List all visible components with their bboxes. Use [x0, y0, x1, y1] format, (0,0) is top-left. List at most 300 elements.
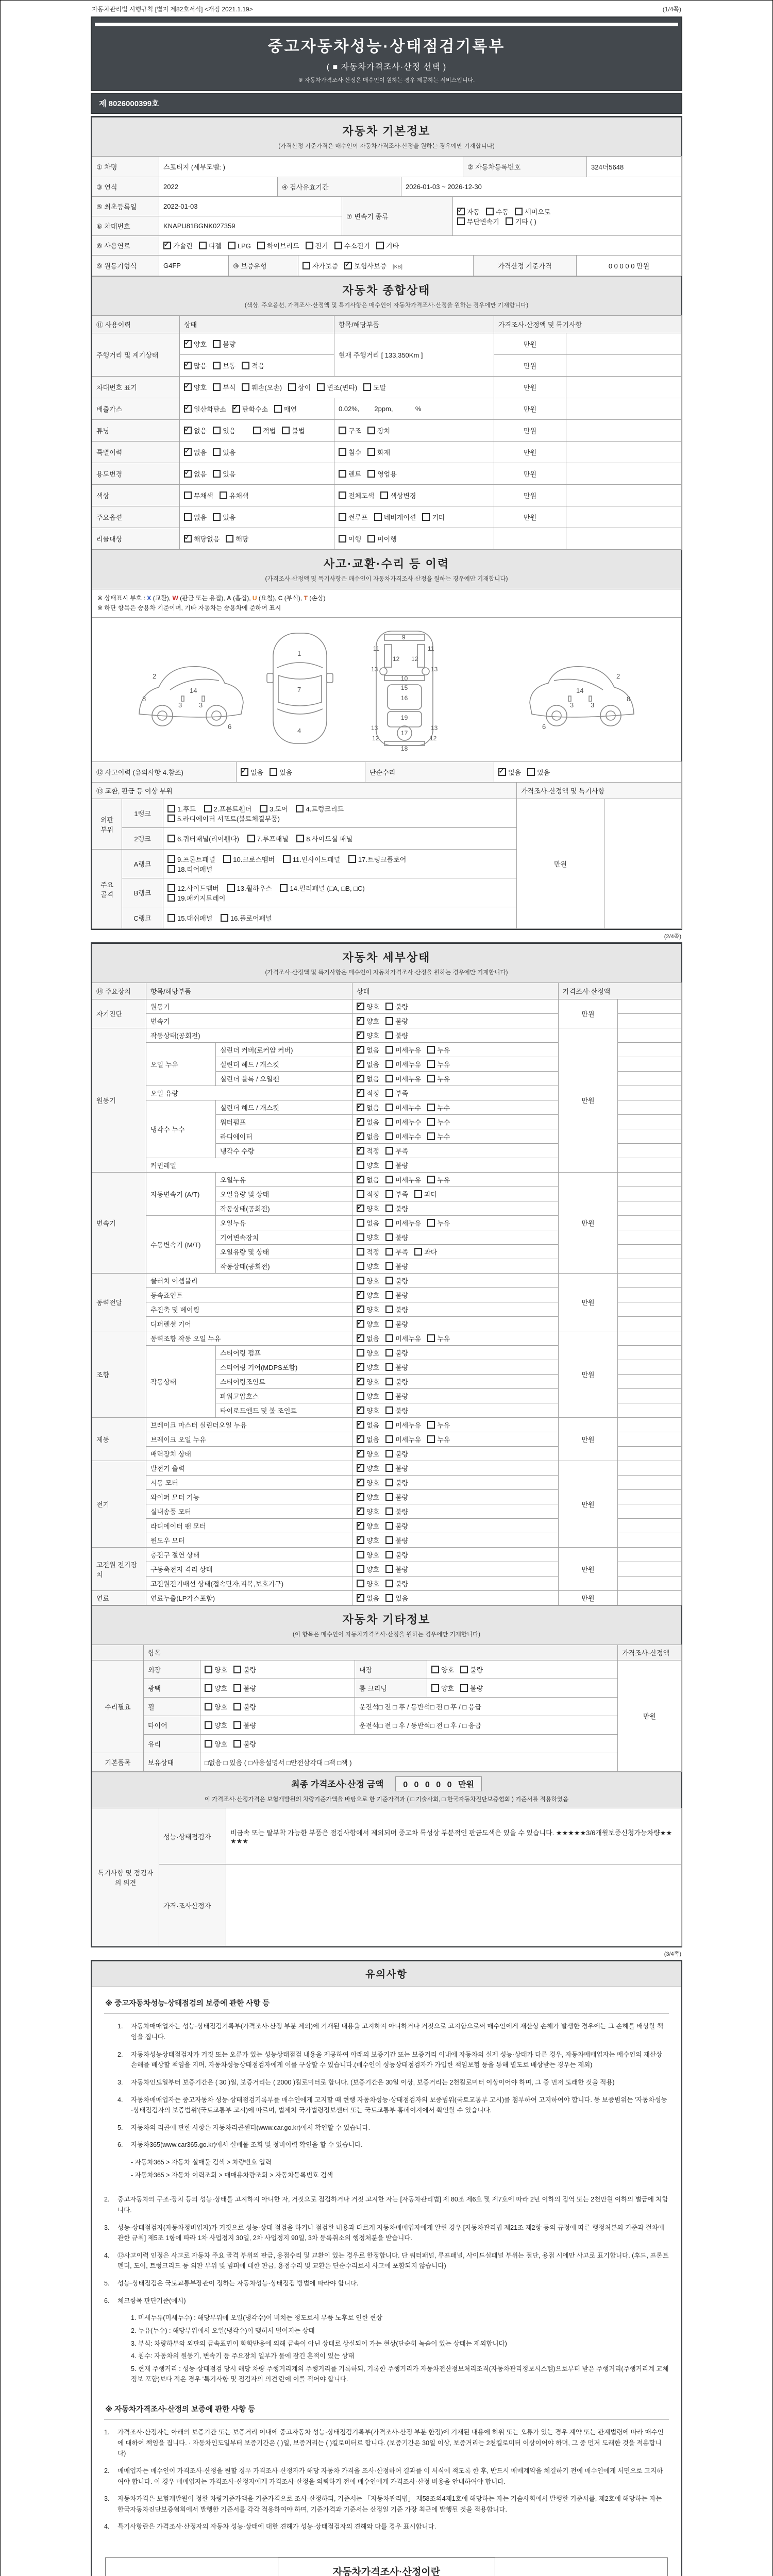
checkbox-option[interactable]: 변조(변타)	[317, 382, 357, 392]
unchecked-checkbox-icon	[374, 513, 382, 521]
checkbox-option[interactable]: 침수	[339, 447, 361, 457]
checkbox-option[interactable]: 적정	[357, 1189, 379, 1199]
history-row-label: 배출가스	[92, 398, 180, 420]
checkbox-option[interactable]: 불량	[385, 1564, 408, 1574]
inspection-value: 2026-01-03 ~ 2026-12-30	[401, 177, 682, 197]
checkbox-option[interactable]: 도말	[363, 382, 386, 392]
checkbox-option[interactable]: 과다	[414, 1189, 437, 1199]
etc-item-state	[200, 1735, 618, 1753]
checkbox-option[interactable]: 13.휠하우스	[227, 883, 272, 893]
checkbox-option[interactable]: 과다	[414, 1247, 437, 1257]
checkbox-option[interactable]: 있음	[270, 767, 292, 777]
svg-text:9: 9	[402, 634, 406, 641]
checkbox-option[interactable]: 불량	[233, 1683, 256, 1693]
checkbox-option[interactable]: 썬루프	[339, 512, 368, 522]
checkbox-option[interactable]: ✓ 없음	[357, 1117, 379, 1127]
checkbox-option[interactable]: 매연	[274, 404, 297, 414]
checkbox-option[interactable]: 누유	[427, 1420, 450, 1430]
checkbox-option[interactable]: 불량	[385, 1030, 408, 1040]
checked-checkbox-icon	[241, 768, 248, 776]
checkbox-option[interactable]: 불량	[385, 1492, 408, 1502]
unchecked-checkbox-icon	[306, 242, 313, 249]
state-options	[352, 1057, 559, 1072]
checkbox-option[interactable]: 17.트렁크플로어	[348, 854, 406, 864]
unchecked-checkbox-icon	[339, 427, 346, 434]
unchecked-checkbox-icon	[227, 884, 235, 892]
checked-checkbox-icon	[357, 1421, 364, 1429]
checkbox-option[interactable]: 불량	[385, 1550, 408, 1560]
state-options	[352, 1577, 559, 1591]
svg-text:12: 12	[430, 735, 437, 742]
unchecked-checkbox-icon	[334, 242, 342, 249]
sub-item-label: 실린더 커버(로커암 커버)	[216, 1043, 352, 1057]
checkbox-option[interactable]: ✓ 탄화수소	[232, 404, 268, 414]
checked-checkbox-icon	[357, 1594, 364, 1602]
checkbox-option[interactable]: ✓ 없음	[357, 1131, 379, 1141]
checkbox-option[interactable]: 불량	[385, 1204, 408, 1213]
checkbox-option[interactable]: 19.패키지트레이	[167, 893, 225, 903]
checkbox-option[interactable]: ✓ 양호	[357, 1377, 379, 1386]
remark-cell	[566, 420, 682, 442]
checkbox-option[interactable]: 불량	[233, 1720, 256, 1730]
opinion-table	[92, 1808, 682, 1946]
checkbox-option[interactable]: 구조	[339, 426, 361, 435]
checkbox-option[interactable]: 불량	[385, 1405, 408, 1415]
checkbox-option[interactable]: ✓ 없음	[241, 767, 263, 777]
checkbox-option[interactable]: 9.프론트패널	[167, 854, 215, 864]
unchecked-checkbox-icon	[357, 1248, 364, 1256]
checkbox-option[interactable]: 부족	[385, 1088, 408, 1098]
checkbox-option[interactable]: 누수	[427, 1131, 450, 1141]
checkbox-option[interactable]: 불량	[385, 1579, 408, 1588]
col-item: 항목/해당부품	[334, 316, 494, 333]
etc-item-state	[200, 1716, 355, 1735]
state-options	[352, 1173, 559, 1187]
checkbox-option[interactable]: 누유	[427, 1074, 450, 1083]
device-label: 변속기	[92, 1173, 146, 1274]
checkbox-option[interactable]: 미세누수	[385, 1117, 421, 1127]
checked-checkbox-icon	[232, 405, 240, 413]
checkbox-option[interactable]: 누유	[427, 1045, 450, 1055]
checkbox-option[interactable]: 미세누유	[385, 1175, 421, 1184]
final-price-label: 최종 가격조사·산정 금액	[291, 1780, 384, 1790]
history-row-label: 튜닝	[92, 420, 180, 442]
checkbox-option[interactable]: 불량	[385, 1362, 408, 1372]
sub-item-label: 실린더 헤드 / 개스킷	[216, 1057, 352, 1072]
remark-cell	[618, 1360, 682, 1375]
checkbox-option[interactable]: 7.루프패널	[247, 834, 289, 843]
checkbox-option[interactable]: ✓ 적정	[357, 1088, 379, 1098]
unchecked-checkbox-icon	[167, 894, 175, 902]
item-label: 원동기	[146, 999, 352, 1014]
checkbox-option[interactable]: 미세누유	[385, 1074, 421, 1083]
checkbox-option[interactable]: ✓ 일산화탄소	[184, 404, 226, 414]
unchecked-checkbox-icon	[385, 1031, 393, 1039]
checkbox-option[interactable]: 누유	[427, 1218, 450, 1228]
checkbox-option[interactable]: ✓ 없음	[357, 1045, 379, 1055]
etc-item-label: 외장	[144, 1660, 200, 1679]
state-options	[352, 1432, 559, 1447]
checkbox-option[interactable]: 18.리어패널	[167, 864, 212, 874]
checkbox-option[interactable]: 있음	[213, 469, 236, 479]
checkbox-option[interactable]: 4.트렁크리드	[296, 804, 344, 814]
row-state	[180, 377, 494, 398]
etc-item-state-b	[427, 1660, 618, 1679]
checkbox-option[interactable]: 미세누유	[385, 1218, 421, 1228]
checkbox-option[interactable]: 수소전기	[334, 241, 370, 250]
notice-section1-header: ※ 중고자동차성능·상태점검의 보증에 관한 사항 등	[104, 1992, 669, 2014]
checkbox-option[interactable]: 적법	[253, 426, 276, 435]
state-options	[352, 1548, 559, 1562]
checkbox-option[interactable]: 있음	[213, 447, 236, 457]
checkbox-option[interactable]: ✓ 양호	[357, 1002, 379, 1011]
unchecked-checkbox-icon	[363, 383, 371, 391]
unchecked-checkbox-icon	[385, 1291, 393, 1299]
checkbox-option[interactable]: 누유	[427, 1434, 450, 1444]
unchecked-checkbox-icon	[260, 805, 267, 812]
checkbox-option[interactable]: 전체도색	[339, 490, 374, 500]
checkbox-option[interactable]: 불량	[233, 1665, 256, 1674]
checkbox-option[interactable]: 불량	[385, 1506, 408, 1516]
notice-sub-item: - 자동차365 > 자동차 이력조회 > 매매용차량조회 > 자동차등록번호 검색	[131, 2171, 333, 2179]
checkbox-option[interactable]: 세미오토	[515, 207, 550, 216]
unchecked-checkbox-icon	[184, 513, 192, 521]
checkbox-option[interactable]: ✓ 없음	[357, 1074, 379, 1083]
remark-cell	[618, 1245, 682, 1259]
checkbox-option[interactable]: 11.인사이드패널	[283, 854, 340, 864]
remark-cell	[618, 1490, 682, 1504]
checkbox-option[interactable]: 미세누유	[385, 1420, 421, 1430]
checkbox-option[interactable]: 5.라디에이터 서포트(볼트체결부품)	[167, 814, 280, 823]
checkbox-option[interactable]: 무단변속기	[457, 216, 499, 226]
underbody-view	[371, 631, 438, 752]
checkbox-option[interactable]: 기타	[376, 241, 399, 250]
checkbox-option[interactable]: 불량	[213, 339, 236, 349]
checkbox-option[interactable]: ✓ 없음	[357, 1434, 379, 1444]
checkbox-option[interactable]: 불량	[385, 1391, 408, 1401]
price-cell: 만원	[494, 333, 566, 355]
checkbox-option[interactable]: 부족	[385, 1247, 408, 1257]
remark-cell	[618, 1043, 682, 1057]
checkbox-option[interactable]: 6.쿼터패널(리어휀다)	[167, 834, 239, 843]
checkbox-option[interactable]: ✓ 없음	[184, 426, 207, 435]
accident-history-state	[237, 762, 365, 783]
checkbox-option[interactable]: 16.플로어패널	[221, 913, 272, 923]
svg-text:19: 19	[401, 714, 408, 722]
checkbox-option[interactable]: 있음	[527, 767, 550, 777]
checkbox-option[interactable]: ✓ 없음	[357, 1059, 379, 1069]
unchecked-checkbox-icon	[357, 1161, 364, 1169]
state-options	[352, 1447, 559, 1461]
checkbox-option[interactable]: ✓ 없음	[357, 1420, 379, 1430]
checkbox-option[interactable]: 14.필러패널 (□A, □B, □C)	[280, 883, 364, 893]
state-options	[352, 1346, 559, 1360]
checkbox-option[interactable]: 보통	[213, 361, 236, 370]
vin-label: ⑥ 차대번호	[92, 216, 159, 236]
checkbox-option[interactable]: 색상변경	[380, 490, 416, 500]
device-label: 원동기	[92, 1028, 146, 1173]
unchecked-checkbox-icon	[385, 1392, 393, 1400]
checkbox-option[interactable]: ✓ 없음	[357, 1175, 379, 1184]
checkbox-option[interactable]: 네비게이션	[374, 512, 416, 522]
checkbox-option[interactable]: ✓ 양호	[357, 1492, 379, 1502]
checkbox-option[interactable]: 양호	[357, 1579, 379, 1588]
checkbox-option[interactable]: ✓ 양호	[357, 1478, 379, 1487]
checkbox-option[interactable]: ✓ 없음	[357, 1593, 379, 1603]
unchecked-checkbox-icon	[303, 262, 310, 269]
checkbox-option[interactable]: 양호	[357, 1348, 379, 1358]
state-options	[352, 1591, 559, 1605]
checkbox-option[interactable]: 불량	[385, 1304, 408, 1314]
checkbox-option[interactable]: 불량	[385, 1348, 408, 1358]
checkbox-option[interactable]: ✓ 양호	[357, 1463, 379, 1473]
checkbox-option[interactable]: 디젤	[199, 241, 222, 250]
checkbox-option[interactable]: 누유	[427, 1059, 450, 1069]
checkbox-option[interactable]: ✓ 양호	[357, 1016, 379, 1026]
checkbox-option[interactable]: 불량	[385, 1377, 408, 1386]
state-options	[352, 1100, 559, 1115]
checkbox-option[interactable]: 불량	[385, 1290, 408, 1300]
checkbox-option[interactable]: ✓ 양호	[357, 1521, 379, 1531]
item-group-label: 자동변속기 (A/T)	[146, 1173, 216, 1216]
checkbox-option[interactable]: 누수	[427, 1103, 450, 1112]
checkbox-option[interactable]: 8.사이드실 패널	[296, 834, 352, 843]
checkbox-option[interactable]: 2.프론트휀더	[204, 804, 252, 814]
checkbox-option[interactable]: ✓ 양호	[357, 1449, 379, 1459]
damage-code: A	[227, 595, 231, 602]
checkbox-option[interactable]: 양호	[205, 1665, 227, 1674]
checkbox-option[interactable]: 부식	[213, 382, 236, 392]
state-options	[352, 1490, 559, 1504]
checkbox-option[interactable]: 불량	[385, 1002, 408, 1011]
unchecked-checkbox-icon	[385, 1349, 393, 1357]
checkbox-option[interactable]: 양호	[431, 1665, 454, 1674]
checkbox-option[interactable]: 1.후드	[167, 804, 196, 814]
checkbox-option[interactable]: ✓ 양호	[357, 1362, 379, 1372]
checkbox-option[interactable]: ✓ 양호	[357, 1535, 379, 1545]
checkbox-option[interactable]: 15.대쉬패널	[167, 913, 212, 923]
checkbox-option[interactable]: 양호	[205, 1683, 227, 1693]
checkbox-option[interactable]: ✓ 양호	[357, 1405, 379, 1415]
checkbox-option[interactable]: 누유	[427, 1333, 450, 1343]
checkbox-option[interactable]: ✓ 없음	[498, 767, 521, 777]
price-cell: 만원	[559, 1548, 618, 1591]
unchecked-checkbox-icon	[367, 470, 375, 478]
unchecked-checkbox-icon	[385, 1306, 393, 1313]
checkbox-option[interactable]: ✓ 없음	[357, 1333, 379, 1343]
checkbox-option[interactable]: 양호	[357, 1232, 379, 1242]
unchecked-checkbox-icon	[357, 1392, 364, 1400]
checkbox-option[interactable]: 기타 ( )	[506, 216, 536, 226]
checkbox-option[interactable]: ✓양호	[184, 339, 207, 349]
checkbox-option[interactable]: 12.사이드멤버	[167, 883, 219, 893]
checkbox-option[interactable]: 미세누유	[385, 1045, 421, 1055]
checkbox-option[interactable]: ✓많음	[184, 361, 207, 370]
checkbox-option[interactable]: 미세누유	[385, 1333, 421, 1343]
checkbox-option[interactable]: 10.크로스멤버	[223, 854, 275, 864]
unchecked-checkbox-icon	[242, 362, 249, 369]
checkbox-option[interactable]: 양호	[357, 1160, 379, 1170]
remark-cell	[618, 1346, 682, 1360]
device-label: 연료	[92, 1591, 146, 1605]
checkbox-option[interactable]: 무채색	[184, 490, 213, 500]
item-label: 연료누출(LP가스포함)	[146, 1591, 352, 1605]
item-label: 작동상태(공회전)	[146, 1028, 352, 1043]
checkbox-option[interactable]: 양호	[205, 1720, 227, 1730]
checkbox-option[interactable]: 없음	[184, 512, 207, 522]
checkbox-option[interactable]: ✓ 적정	[357, 1146, 379, 1156]
price-cell: 만원	[618, 1660, 682, 1772]
checkbox-option[interactable]: 3.도어	[260, 804, 288, 814]
checkbox-option[interactable]: ✓ 없음	[184, 469, 207, 479]
checkbox-option[interactable]: 불량	[385, 1463, 408, 1473]
checkbox-option[interactable]: ✓ 없음	[184, 447, 207, 457]
unchecked-checkbox-icon	[385, 1493, 393, 1501]
checkbox-option[interactable]: 불량	[385, 1276, 408, 1285]
checkbox-option[interactable]: 수동	[486, 207, 509, 216]
checkbox-option[interactable]: 불량	[385, 1449, 408, 1459]
unchecked-checkbox-icon	[385, 1060, 393, 1068]
checkbox-option[interactable]: 불량	[385, 1535, 408, 1545]
svg-text:12: 12	[372, 735, 379, 742]
checkbox-option[interactable]: 미세누수	[385, 1131, 421, 1141]
history-row-label: 색상	[92, 485, 180, 506]
checkbox-option[interactable]: 적정	[357, 1247, 379, 1257]
checkbox-option[interactable]: 불량	[460, 1683, 483, 1693]
checkbox-option[interactable]: 미세누수	[385, 1103, 421, 1112]
unchecked-checkbox-icon	[385, 1551, 393, 1558]
checkbox-option[interactable]: 양호	[357, 1391, 379, 1401]
checkbox-option[interactable]: 있음	[213, 512, 236, 522]
item-label: 충전구 절연 상태	[146, 1548, 352, 1562]
checkbox-option[interactable]: 양호	[357, 1261, 379, 1271]
checkbox-option[interactable]: 불량	[385, 1478, 408, 1487]
checked-checkbox-icon	[357, 1017, 364, 1025]
checkbox-option[interactable]: 양호	[357, 1564, 379, 1574]
checkbox-option[interactable]: 영업용	[367, 469, 397, 479]
unchecked-checkbox-icon	[427, 1118, 435, 1126]
appraiser-opinion	[226, 1865, 682, 1946]
checkbox-option[interactable]: 기타	[422, 512, 445, 522]
vin-value: KNAPU81BGNK027359	[159, 216, 342, 236]
unchecked-checkbox-icon	[385, 1406, 393, 1414]
checkbox-option[interactable]: 불량	[385, 1232, 408, 1242]
checkbox-option[interactable]: ✓ 양호	[357, 1319, 379, 1329]
checkbox-option[interactable]: 불량	[233, 1739, 256, 1749]
checkbox-option[interactable]: 있음	[385, 1593, 408, 1603]
notice-sub-item: 3. 부식: 차량하부와 외판의 금속표면이 화학반응에 의해 금속이 아닌 상태로 상실되어 가는 현상(단순히 녹슬어 있는 상태는 제외합니다)	[131, 2340, 507, 2347]
base-price-value: 0 0 0 0 0 만원	[577, 256, 682, 276]
checked-checkbox-icon	[357, 1075, 364, 1082]
checkbox-option[interactable]: 불량	[233, 1702, 256, 1711]
checkbox-option[interactable]: 미세누유	[385, 1059, 421, 1069]
device-label: 전기	[92, 1461, 146, 1548]
unchecked-checkbox-icon	[427, 1219, 435, 1227]
unchecked-checkbox-icon	[282, 427, 290, 434]
checkbox-option[interactable]: 해당	[226, 534, 248, 544]
svg-text:8: 8	[627, 695, 631, 703]
checkbox-option[interactable]: ✓ 가솔린	[163, 241, 193, 250]
checkbox-option[interactable]: 불법	[282, 426, 305, 435]
checkbox-option[interactable]: 불량	[385, 1521, 408, 1531]
checkbox-option[interactable]: 양호	[205, 1739, 227, 1749]
checkbox-option[interactable]: 누유	[427, 1175, 450, 1184]
checkbox-option[interactable]: ✓ 양호	[357, 1204, 379, 1213]
checkbox-option[interactable]: 화재	[367, 447, 390, 457]
car-name-label: ① 차명	[92, 157, 159, 177]
checkbox-option[interactable]: 누수	[427, 1117, 450, 1127]
price-cell	[494, 528, 566, 550]
remark-cell	[618, 1144, 682, 1158]
checkbox-option[interactable]: 자가보증	[303, 261, 338, 270]
checkbox-option[interactable]: 장치	[367, 426, 390, 435]
checkbox-option[interactable]: 양호	[205, 1702, 227, 1711]
unchecked-checkbox-icon	[376, 242, 384, 249]
checkbox-option[interactable]: 양호	[357, 1276, 379, 1285]
checkbox-option[interactable]: 이행	[339, 534, 361, 544]
checkbox-option[interactable]: ✓ 해당없음	[184, 534, 220, 544]
checkbox-option[interactable]: 미이행	[367, 534, 397, 544]
checkbox-option[interactable]: 불량	[385, 1016, 408, 1026]
checkbox-option[interactable]: ✓ 보험사보증	[344, 261, 386, 270]
svg-text:2: 2	[616, 672, 620, 681]
checkbox-option[interactable]: 양호	[357, 1550, 379, 1560]
checkbox-option[interactable]: 불량	[385, 1261, 408, 1271]
checkbox-option[interactable]: ✓ 양호	[184, 382, 207, 392]
checkbox-option[interactable]: ✓ 양호	[357, 1030, 379, 1040]
damage-code: T	[304, 595, 308, 602]
checkbox-option[interactable]: LPG	[228, 242, 251, 250]
col-device: ⑭ 주요장치	[92, 983, 146, 999]
state-options	[352, 1519, 559, 1533]
checkbox-option[interactable]: 전기	[306, 241, 328, 250]
unchecked-checkbox-icon	[339, 470, 346, 478]
checkbox-option[interactable]: 불량	[460, 1665, 483, 1674]
etc-item-state-b	[427, 1679, 618, 1698]
remark-cell	[618, 1562, 682, 1577]
checkbox-option[interactable]: 유채색	[220, 490, 249, 500]
checkbox-option[interactable]: 상이	[288, 382, 311, 392]
row-item	[334, 463, 494, 485]
checkbox-option[interactable]: 미세누유	[385, 1434, 421, 1444]
checkbox-option[interactable]: ✓ 없음	[357, 1103, 379, 1112]
row-state	[180, 463, 334, 485]
checkbox-option[interactable]: 양호	[431, 1683, 454, 1693]
unchecked-checkbox-icon	[385, 1262, 393, 1270]
checkbox-option[interactable]: 훼손(오손)	[242, 382, 282, 392]
checkbox-option[interactable]: 렌트	[339, 469, 361, 479]
checkbox-option[interactable]: 부족	[385, 1146, 408, 1156]
checkbox-option[interactable]: 불량	[385, 1160, 408, 1170]
checked-checkbox-icon	[357, 1435, 364, 1443]
checked-checkbox-icon	[357, 1363, 364, 1371]
checkbox-option[interactable]: 적음	[242, 361, 264, 370]
checkbox-option[interactable]: ✓ 양호	[357, 1304, 379, 1314]
checkbox-option[interactable]: 없음	[357, 1218, 379, 1228]
checkbox-option[interactable]: 하이브리드	[257, 241, 299, 250]
svg-text:13: 13	[431, 724, 438, 732]
checkbox-option[interactable]: ✓ 양호	[357, 1290, 379, 1300]
price-cell: 만원	[559, 1173, 618, 1274]
checkbox-option[interactable]: ✓ 양호	[357, 1506, 379, 1516]
unchecked-checkbox-icon	[317, 383, 325, 391]
checkbox-option[interactable]: 불량	[385, 1319, 408, 1329]
etc-item-label: 유리	[144, 1735, 200, 1753]
checkbox-option[interactable]: 부족	[385, 1189, 408, 1199]
checkbox-option[interactable]: 있음	[213, 426, 236, 435]
checkbox-option[interactable]: ✓자동	[457, 207, 480, 216]
sub-item-label: 스티어링조인트	[216, 1375, 352, 1389]
